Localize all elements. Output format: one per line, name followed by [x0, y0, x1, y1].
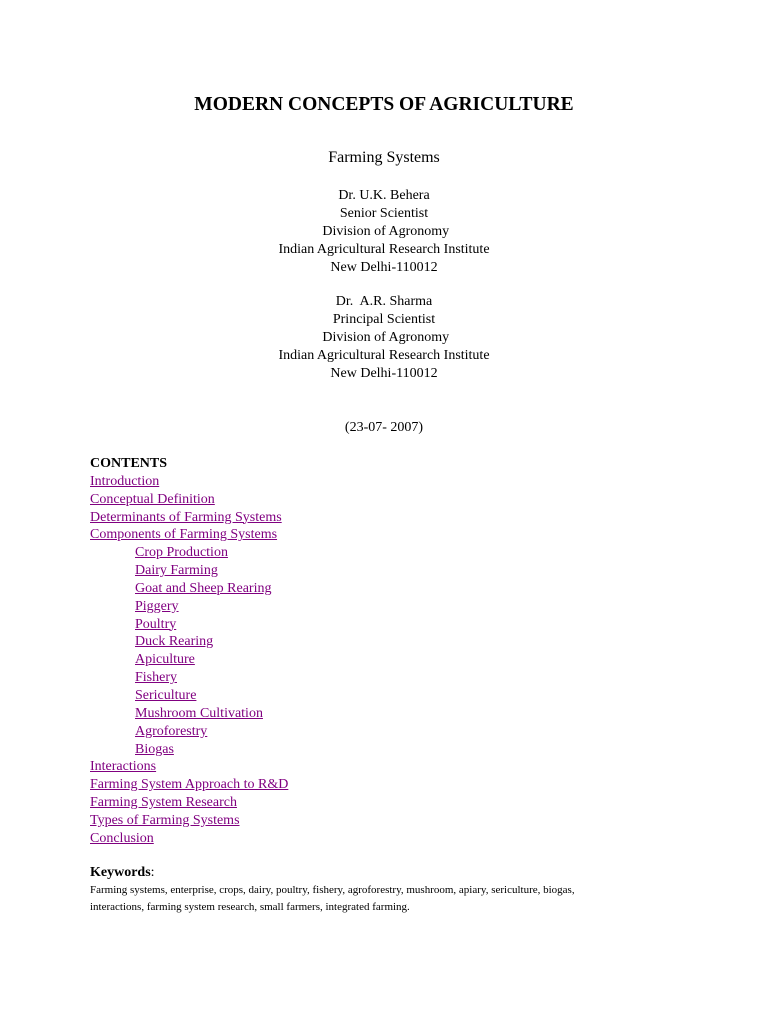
toc-link-determinants[interactable]: Determinants of Farming Systems	[90, 509, 282, 525]
toc-link-conclusion[interactable]: Conclusion	[90, 830, 154, 846]
keywords-line-2: interactions, farming system research, small farmers, integrated farming.	[90, 901, 410, 913]
author-designation: Principal Scientist	[332, 311, 436, 327]
keywords-colon: :	[150, 865, 155, 880]
toc-list	[90, 473, 710, 848]
toc-link-conceptual-definition[interactable]: Conceptual Definition	[90, 491, 215, 507]
author-designation: Senior Scientist	[339, 205, 429, 221]
keywords-heading: Keywords	[90, 865, 151, 880]
toc-link-crop-production[interactable]: Crop Production	[135, 545, 228, 561]
toc-link-dairy-farming[interactable]: Dairy Farming	[135, 563, 218, 579]
toc-link-poultry[interactable]: Poultry	[135, 616, 177, 632]
toc-link-components[interactable]: Components of Farming Systems	[90, 527, 278, 543]
toc-link-types-of-farming-systems[interactable]: Types of Farming Systems	[90, 812, 240, 828]
table-of-contents	[90, 455, 710, 848]
toc-link-introduction[interactable]: Introduction	[90, 473, 160, 489]
document-title: MODERN CONCEPTS OF AGRICULTURE	[194, 94, 574, 115]
keywords-line-1: Farming systems, enterprise, crops, dairy, poultry, fishery, agroforestry, mushroom, apiary, sericulture, biogas,	[90, 884, 575, 896]
toc-link-mushroom-cultivation[interactable]: Mushroom Cultivation	[135, 705, 263, 721]
toc-link-agroforestry[interactable]: Agroforestry	[135, 723, 208, 739]
toc-link-piggery[interactable]: Piggery	[135, 598, 179, 614]
toc-link-duck-rearing[interactable]: Duck Rearing	[135, 634, 214, 650]
toc-link-farming-system-research[interactable]: Farming System Research	[90, 795, 237, 811]
toc-link-goat-sheep-rearing[interactable]: Goat and Sheep Rearing	[135, 580, 272, 596]
keywords-section	[90, 864, 690, 916]
toc-link-farming-system-approach[interactable]: Farming System Approach to R&D	[90, 777, 289, 793]
author-name: Dr. U.K. Behera	[338, 188, 430, 203]
author-block-behera	[0, 187, 768, 277]
keywords-heading-line	[90, 864, 690, 882]
toc-link-fishery[interactable]: Fishery	[135, 670, 177, 686]
author-institute: Indian Agricultural Research Institute	[278, 347, 490, 363]
author-name: Dr. A.R. Sharma	[335, 294, 433, 309]
toc-link-sericulture[interactable]: Sericulture	[135, 687, 197, 703]
author-city: New Delhi-110012	[330, 365, 438, 381]
author-division: Division of Agronomy	[318, 223, 450, 239]
toc-link-apiculture[interactable]: Apiculture	[135, 652, 195, 668]
author-institute: Indian Agricultural Research Institute	[278, 241, 490, 257]
author-division: Division of Agronomy	[318, 329, 450, 345]
keywords-list	[90, 882, 690, 916]
toc-link-biogas[interactable]: Biogas	[135, 741, 174, 757]
author-city: New Delhi-110012	[330, 259, 438, 275]
author-block-sharma	[0, 293, 768, 383]
document-subtitle: Farming Systems	[328, 149, 440, 166]
document-date: (23-07- 2007)	[344, 420, 424, 435]
contents-heading: CONTENTS	[90, 456, 168, 471]
toc-link-interactions[interactable]: Interactions	[90, 759, 157, 775]
